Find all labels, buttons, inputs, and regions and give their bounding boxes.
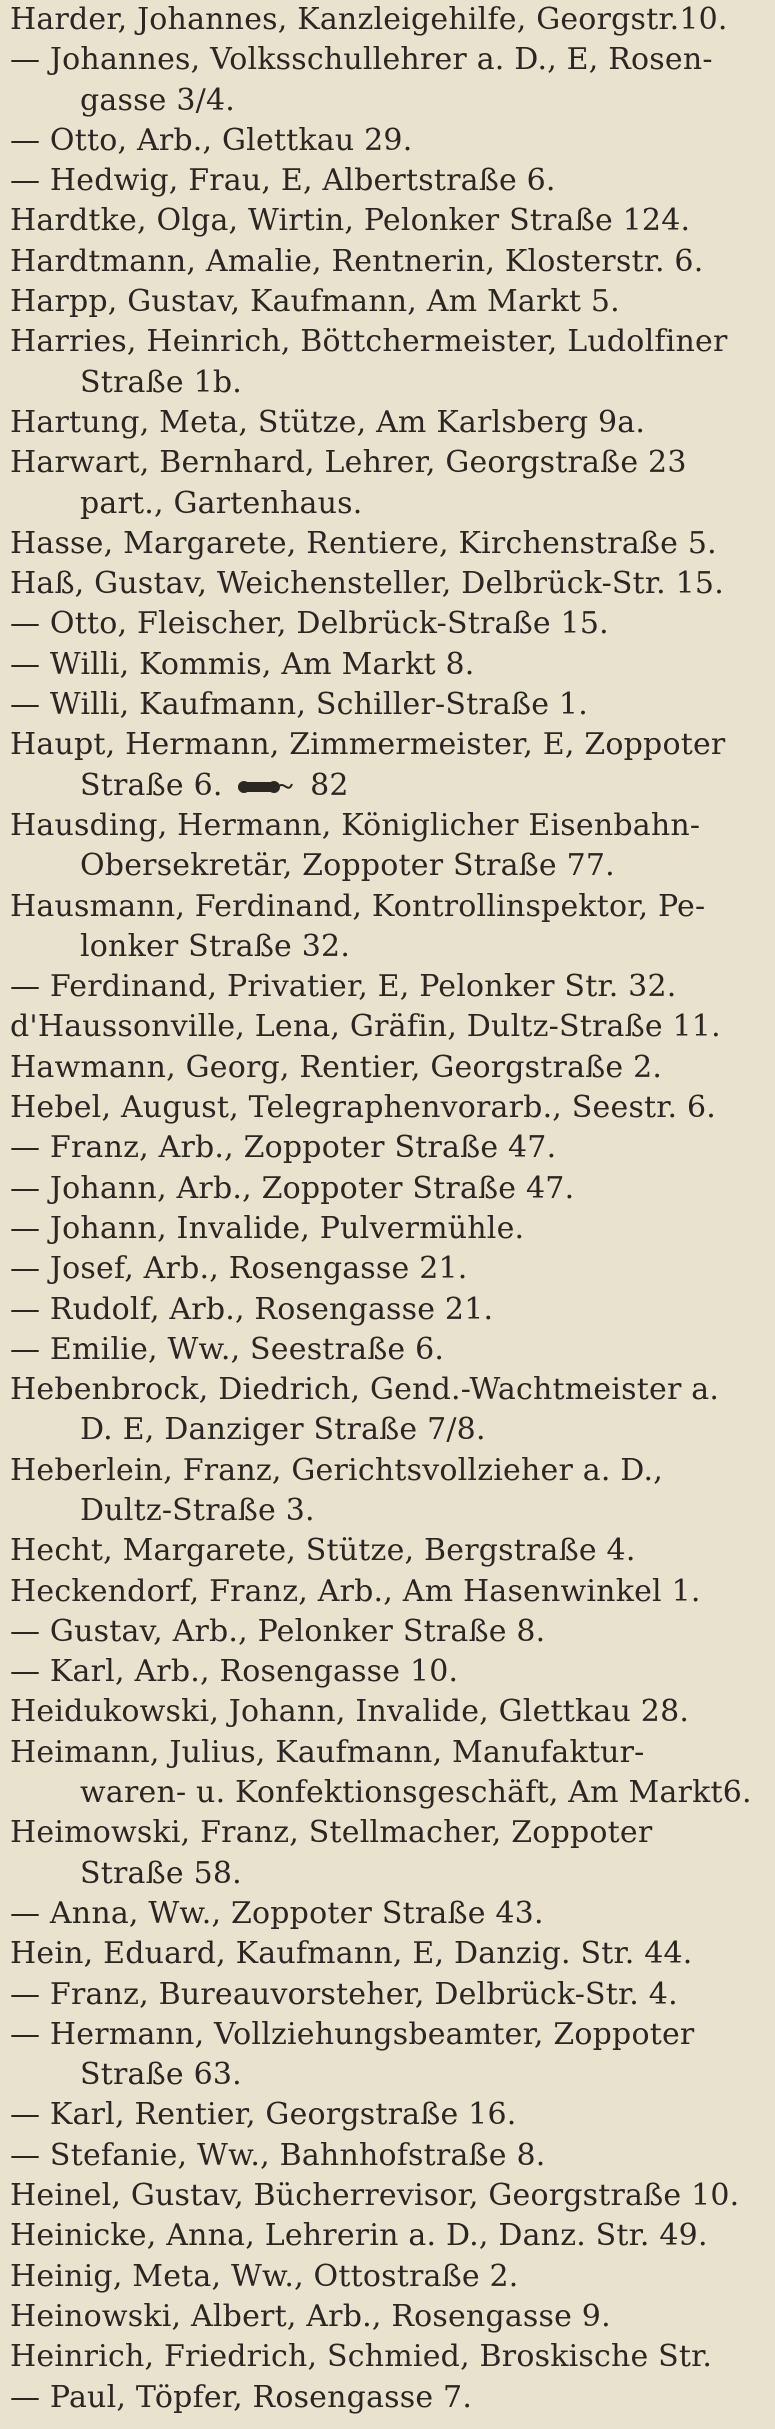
- entry: Hardtke, Olga, Wirtin, Pelonker Straße 124.: [10, 203, 691, 239]
- entry: — Anna, Ww., Zoppoter Straße 43.: [10, 1895, 544, 1931]
- entry: Hebenbrock, Diedrich, Gend.-Wachtmeister a.: [10, 1372, 720, 1408]
- entry: d'Haussonville, Lena, Gräfin, Dultz-Straße 11.: [10, 1009, 721, 1045]
- entry-continuation: Straße 63.: [80, 2057, 242, 2093]
- entry: — Rudolf, Arb., Rosengasse 21.: [10, 1291, 494, 1327]
- entry: Heinrich, Friedrich, Schmied, Broskische Str.: [10, 2339, 713, 2375]
- entry: — Franz, Arb., Zoppoter Straße 47.: [10, 1130, 557, 1166]
- entry: — Otto, Arb., Glettkau 29.: [10, 122, 413, 158]
- entry-continuation: Straße 58.: [80, 1855, 242, 1891]
- entry: — Karl, Rentier, Georgstraße 16.: [10, 2097, 517, 2133]
- entry: — Johannes, Volksschullehrer a. D., E, Rosen-: [10, 42, 713, 78]
- entry-continuation: [10, 766, 765, 806]
- entry: — Johann, Invalide, Pulvermühle.: [10, 1210, 525, 1246]
- entry: Haß, Gustav, Weichensteller, Delbrück-Str. 15.: [10, 566, 724, 602]
- entry-continuation: lonker Straße 32.: [80, 928, 351, 964]
- entry: — Hedwig, Frau, E, Albertstraße 6.: [10, 163, 556, 199]
- entry: Hawmann, Georg, Rentier, Georgstraße 2.: [10, 1049, 663, 1085]
- entry: Heimowski, Franz, Stellmacher, Zoppoter: [10, 1815, 653, 1851]
- entry-continuation: Obersekretär, Zoppoter Straße 77.: [80, 848, 615, 884]
- entry: Harder, Johannes, Kanzleigehilfe, Georgstr.10.: [10, 2, 728, 37]
- entry-continuation: D. E, Danziger Straße 7/8.: [80, 1412, 486, 1448]
- entry: Hausding, Hermann, Königlicher Eisenbahn-: [10, 807, 701, 843]
- entry: — Stefanie, Ww., Bahnhofstraße 8.: [10, 2137, 546, 2173]
- entry: Hecht, Margarete, Stütze, Bergstraße 4.: [10, 1533, 636, 1569]
- entry: Hebel, August, Telegraphenvorarb., Seestr. 6.: [10, 1090, 717, 1126]
- entry: — Paul, Töpfer, Rosengasse 7.: [10, 2379, 473, 2415]
- entry: Heinel, Gustav, Bücherrevisor, Georgstraße 10.: [10, 2178, 740, 2214]
- entry: — Hermann, Vollziehungsbeamter, Zoppoter: [10, 2016, 695, 2052]
- entry-continuation: Dultz-Straße 3.: [80, 1492, 315, 1528]
- entry: Heinig, Meta, Ww., Ottostraße 2.: [10, 2258, 519, 2294]
- entry: Hardtmann, Amalie, Rentnerin, Klosterstr. 6.: [10, 243, 704, 279]
- entry: Harries, Heinrich, Böttchermeister, Ludolfiner: [10, 324, 728, 360]
- entry-continuation: waren- u. Konfektionsgeschäft, Am Markt6.: [80, 1775, 752, 1811]
- entry: — Josef, Arb., Rosengasse 21.: [10, 1251, 468, 1287]
- entry-text: Straße 6.: [80, 767, 223, 803]
- entry: — Willi, Kaufmann, Schiller-Straße 1.: [10, 687, 588, 723]
- entry: — Otto, Fleischer, Delbrück-Straße 15.: [10, 606, 609, 642]
- entry: — Gustav, Arb., Pelonker Straße 8.: [10, 1613, 546, 1649]
- entry: Hausmann, Ferdinand, Kontrollinspektor, Pe-: [10, 888, 706, 924]
- entry: Harwart, Bernhard, Lehrer, Georgstraße 23: [10, 445, 687, 481]
- entry-continuation: gasse 3/4.: [80, 82, 235, 118]
- entry: — Willi, Kommis, Am Markt 8.: [10, 646, 475, 682]
- entry: Heinicke, Anna, Lehrerin a. D., Danz. Str. 49.: [10, 2218, 708, 2254]
- entry: Hartung, Meta, Stütze, Am Karlsberg 9a.: [10, 404, 646, 440]
- entry: Heckendorf, Franz, Arb., Am Hasenwinkel 1.: [10, 1573, 701, 1609]
- entry: Heimann, Julius, Kaufmann, Manufaktur-: [10, 1734, 645, 1770]
- entry: Heidukowski, Johann, Invalide, Glettkau 28.: [10, 1694, 690, 1730]
- entry: Harpp, Gustav, Kaufmann, Am Markt 5.: [10, 284, 620, 320]
- entry: Haupt, Hermann, Zimmermeister, E, Zoppoter: [10, 727, 726, 763]
- entry: Heberlein, Franz, Gerichtsvollzieher a. D.,: [10, 1452, 663, 1488]
- entry: — Franz, Bureauvorsteher, Delbrück-Str. 4.: [10, 1976, 678, 2012]
- entry-continuation: Straße 1b.: [80, 364, 242, 400]
- entry: Hein, Eduard, Kaufmann, E, Danzig. Str. 44.: [10, 1936, 693, 1972]
- entry: Hasse, Margarete, Rentiere, Kirchenstraße 5.: [10, 525, 717, 561]
- telephone-number: 82: [310, 767, 349, 803]
- entry: — Johann, Arb., Zoppoter Straße 47.: [10, 1170, 575, 1206]
- entry: — Karl, Arb., Rosengasse 10.: [10, 1654, 459, 1690]
- entry: Heinowski, Albert, Arb., Rosengasse 9.: [10, 2298, 611, 2334]
- telephone-icon: [236, 776, 294, 798]
- entry: — Ferdinand, Privatier, E, Pelonker Str. 32.: [10, 969, 677, 1005]
- entry: — Emilie, Ww., Seestraße 6.: [10, 1331, 445, 1367]
- entry-continuation: part., Gartenhaus.: [80, 485, 363, 521]
